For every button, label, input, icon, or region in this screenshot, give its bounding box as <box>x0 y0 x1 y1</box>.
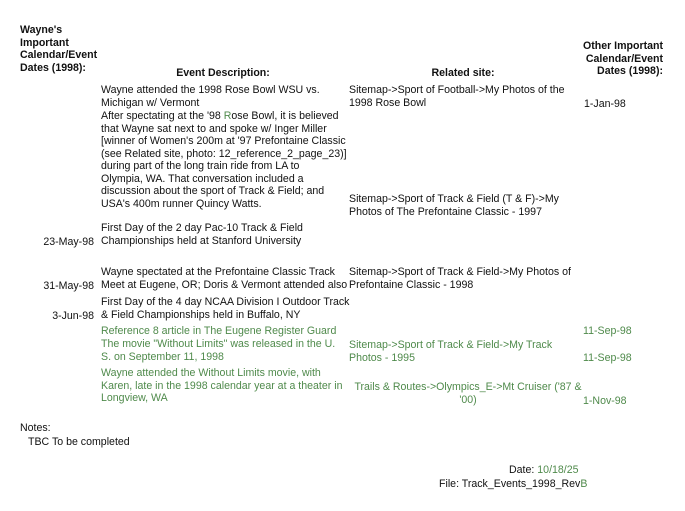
event-description-header: Event Description: <box>176 67 270 79</box>
row-without-limits-site: Sitemap->Sport of Track & Field->My Track Photos - 1995 <box>349 339 553 364</box>
row-attended-movie-site: Trails & Routes->Olympics_E->Mt Cruiser ('87 & '00) <box>354 381 582 406</box>
row-inger-miller-description: After spectating at the '98 Rose Bowl, it is believed that Wayne sat next to and spoke w/ Inger Miller [winner of Women's 200m at '97 Prefontaine Classic (see Related site, photo: 12_reference_2_page_23)] during part of the long train ride from LA to Olympia, WA. That conversation included a discussion about the sport of Track & Field; and USA's 400m runner Quincy Watts. <box>101 110 347 210</box>
notes-heading: Notes: <box>20 422 51 434</box>
related-site-header: Related site: <box>431 67 495 79</box>
row-ncaa-date: 3-Jun-98 <box>52 310 94 322</box>
notes-item: TBC To be completed <box>28 436 130 448</box>
row-ncaa-description: First Day of the 4 day NCAA Division I Outdoor Track & Field Championships held in Buffalo, NY <box>101 296 350 321</box>
row-register-guard-other-date: 11-Sep-98 <box>583 325 632 337</box>
row-prefontaine-site: Sitemap->Sport of Track & Field->My Photos of Prefontaine Classic - 1998 <box>349 266 571 291</box>
wayne-dates-header: Wayne's Important Calendar/Event Dates (1998): <box>20 24 98 74</box>
row-pac10-description: First Day of the 2 day Pac-10 Track & Field Championships held at Stanford University <box>101 222 303 247</box>
row-attended-movie-other-date: 1-Nov-98 <box>583 395 627 407</box>
row-register-guard-description: Reference 8 article in The Eugene Register Guard <box>101 325 337 337</box>
row-attended-movie-description: Wayne attended the Without Limits movie, with Karen, late in the 1998 calendar year at a theater in Longview, WA <box>101 367 343 404</box>
row-rose-bowl-description: Wayne attended the 1998 Rose Bowl WSU vs. Michigan w/ Vermont <box>101 84 320 109</box>
row-prefontaine-date: 31-May-98 <box>43 280 94 292</box>
row-prefontaine-description: Wayne spectated at the Prefontaine Classic Track Meet at Eugene, OR; Doris & Vermont attended also <box>101 266 348 291</box>
row-pac10-date: 23-May-98 <box>43 236 94 248</box>
row-without-limits-description: The movie "Without Limits" was released in the U. S. on September 11, 1998 <box>101 338 336 363</box>
other-dates-header: Other Important Calendar/Event Dates (1998): <box>582 40 663 77</box>
row-rose-bowl-other-date: 1-Jan-98 <box>584 98 626 110</box>
footer-date: Date: 10/18/25 <box>509 464 579 476</box>
row-without-limits-other-date: 11-Sep-98 <box>583 352 632 364</box>
row-rose-bowl-site: Sitemap->Sport of Football->My Photos of the 1998 Rose Bowl <box>349 84 565 109</box>
row-inger-miller-site: Sitemap->Sport of Track & Field (T & F)->My Photos of The Prefontaine Classic - 1997 <box>349 193 559 218</box>
footer-file: File: Track_Events_1998_RevB <box>439 478 588 490</box>
